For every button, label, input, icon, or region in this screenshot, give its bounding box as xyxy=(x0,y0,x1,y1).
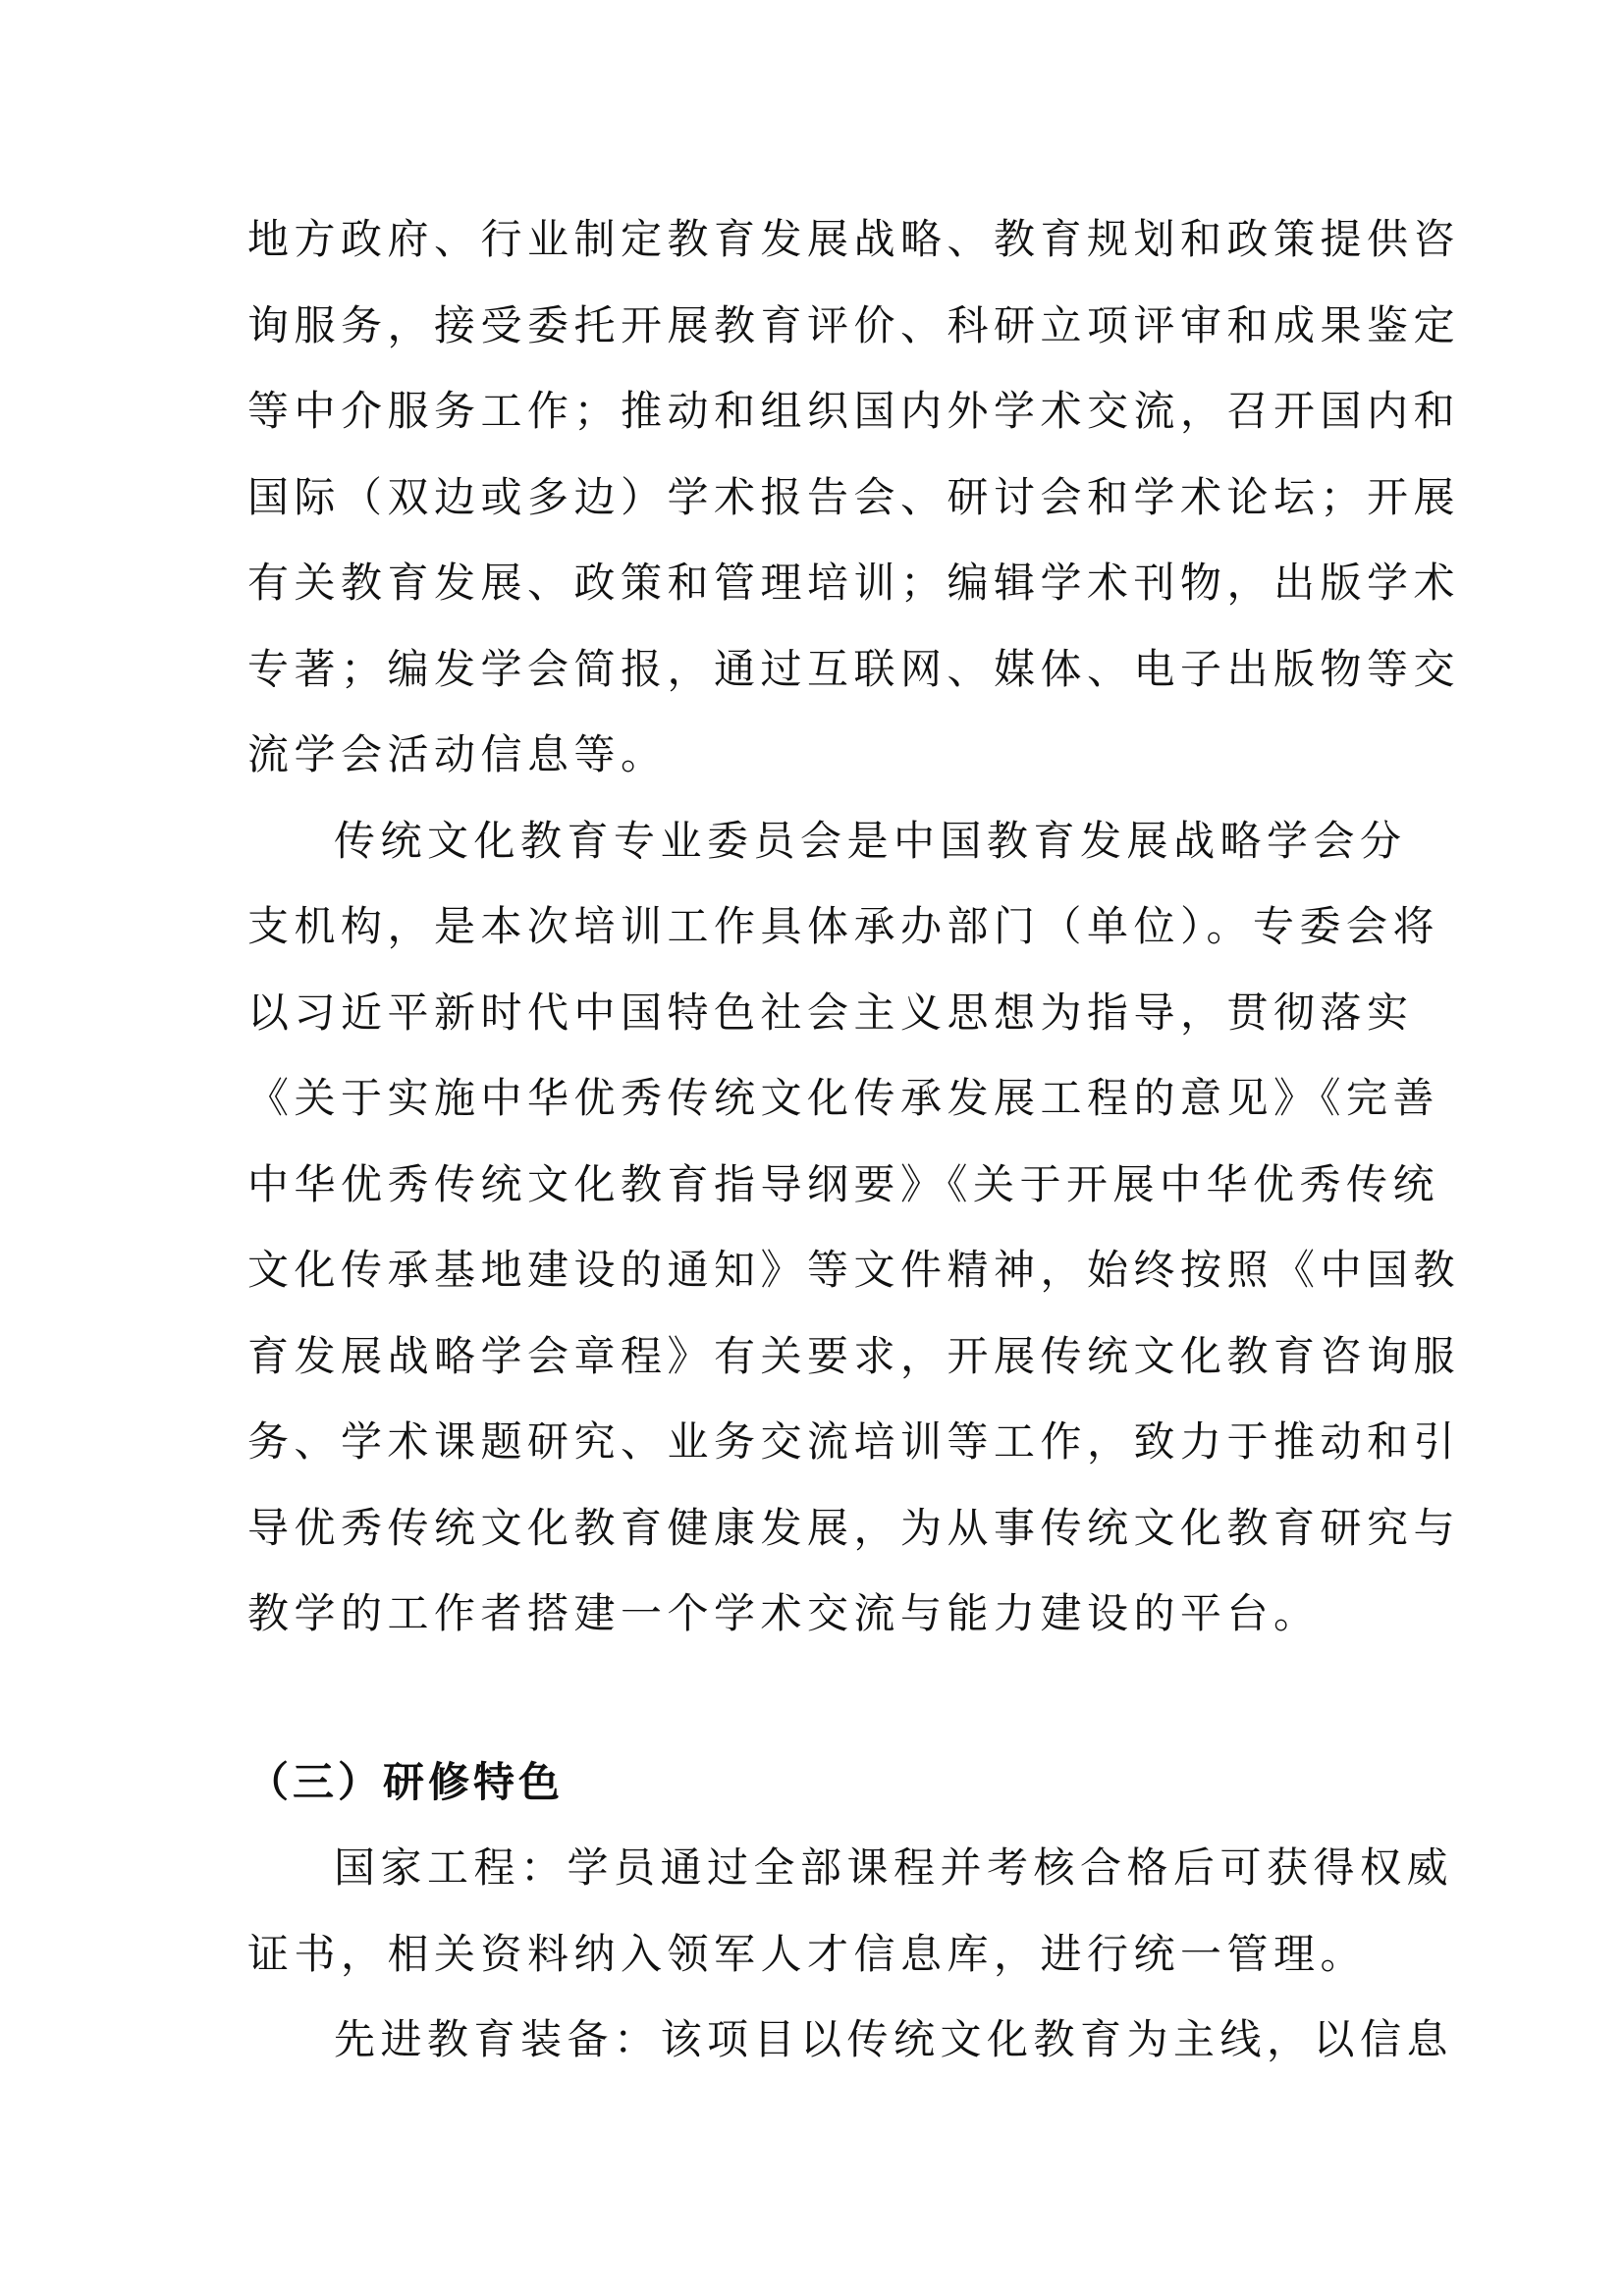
text-line: 教学的工作者搭建一个学术交流与能力建设的平台。 xyxy=(247,1589,1321,1637)
paragraph-committee-intro xyxy=(247,808,1461,1667)
section-spacer xyxy=(247,1667,1386,1749)
text-line: 等中介服务工作；推动和组织国内外学术交流，召开国内和 xyxy=(247,387,1461,435)
text-line: 传统文化教育专业委员会是中国教育发展战略学会分 xyxy=(334,816,1407,865)
paragraph-advanced-equipment xyxy=(247,2006,1454,2093)
text-line: 务、学术课题研究、业务交流培训等工作，致力于推动和引 xyxy=(247,1417,1461,1466)
paragraph-scope-of-services xyxy=(247,206,1461,808)
text-line: 先进教育装备：该项目以传统文化教育为主线，以信息 xyxy=(334,2015,1454,2063)
document-body xyxy=(247,206,1461,2093)
text-line: 文化传承基地建设的通知》等文件精神，始终按照《中国教 xyxy=(247,1246,1461,1294)
text-line: 专著；编发学会简报，通过互联网、媒体、电子出版物等交 xyxy=(247,644,1461,693)
section-heading: （三）研修特色 xyxy=(247,1757,565,1806)
text-line: 以习近平新时代中国特色社会主义思想为指导，贯彻落实 xyxy=(247,988,1414,1037)
text-line: 地方政府、行业制定教育发展战略、教育规划和政策提供咨 xyxy=(247,215,1461,263)
text-line: 国际（双边或多边）学术报告会、研讨会和学术论坛；开展 xyxy=(247,472,1461,521)
paragraph-national-project xyxy=(247,1835,1454,2006)
text-line: 支机构，是本次培训工作具体承办部门（单位）。专委会将 xyxy=(247,902,1440,950)
text-line: 询服务，接受委托开展教育评价、科研立项评审和成果鉴定 xyxy=(247,300,1461,349)
text-line: 《关于实施中华优秀传统文化传承发展工程的意见》《完善 xyxy=(247,1074,1440,1122)
text-line: 有关教育发展、政策和管理培训；编辑学术刊物，出版学术 xyxy=(247,559,1461,607)
text-line: 流学会活动信息等。 xyxy=(247,730,668,778)
text-line: 育发展战略学会章程》有关要求，开展传统文化教育咨询服 xyxy=(247,1331,1461,1380)
text-line: 导优秀传统文化教育健康发展，为从事传统文化教育研究与 xyxy=(247,1503,1461,1552)
text-line: 证书，相关资料纳入领军人才信息库，进行统一管理。 xyxy=(247,1929,1368,1978)
text-line: 国家工程：学员通过全部课程并考核合格后可获得权威 xyxy=(334,1843,1454,1892)
text-line: 中华优秀传统文化教育指导纲要》《关于开展中华优秀传统 xyxy=(247,1159,1440,1208)
